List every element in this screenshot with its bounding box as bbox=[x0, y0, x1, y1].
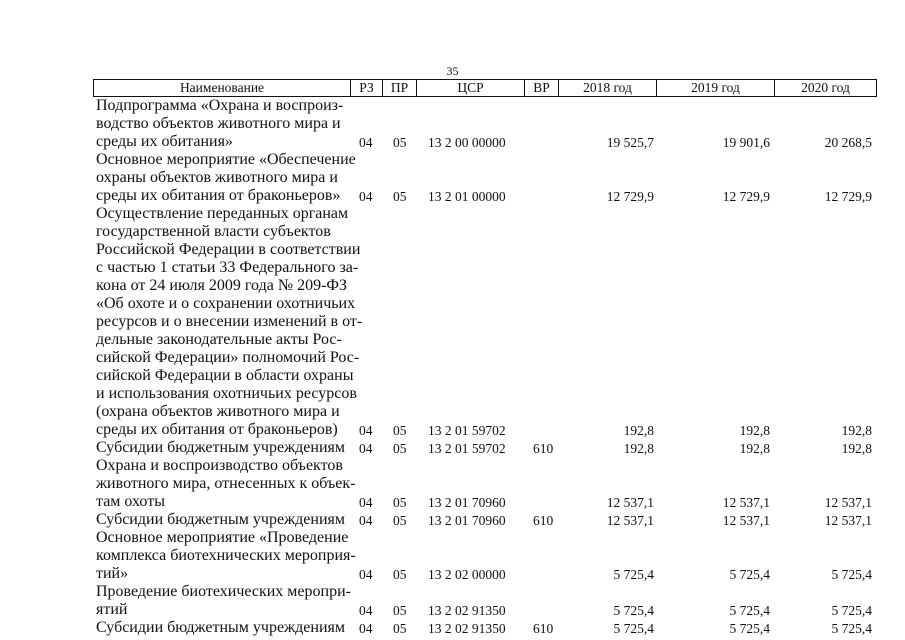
row-name-line: Основное мероприятие «Проведение bbox=[96, 529, 349, 546]
cell-pr: 05 bbox=[393, 134, 407, 150]
cell-y2019: 5 725,4 bbox=[729, 566, 770, 582]
table-row bbox=[0, 97, 905, 151]
cell-rz: 04 bbox=[359, 494, 373, 510]
table-row bbox=[0, 151, 905, 205]
cell-y2020: 12 537,1 bbox=[824, 512, 872, 528]
cell-y2019: 5 725,4 bbox=[729, 602, 770, 618]
cell-y2019: 19 901,6 bbox=[722, 134, 770, 150]
cell-vr: 610 bbox=[533, 620, 554, 636]
row-name bbox=[96, 529, 356, 583]
cell-y2018: 192,8 bbox=[623, 440, 654, 456]
row-name-line: кона от 24 июля 2009 года № 209-ФЗ bbox=[96, 277, 348, 294]
cell-rz: 04 bbox=[359, 134, 373, 150]
cell-y2018: 5 725,4 bbox=[613, 566, 654, 582]
row-name-line: государственной власти субъектов bbox=[96, 223, 331, 240]
row-name-line: Охрана и воспроизводство объектов bbox=[96, 457, 343, 474]
cell-y2019: 192,8 bbox=[739, 440, 770, 456]
cell-csr: 13 2 01 70960 bbox=[428, 494, 506, 510]
row-name-line: среды их обитания от браконьеров» bbox=[96, 187, 341, 204]
row-name bbox=[96, 619, 346, 637]
cell-rz: 04 bbox=[359, 620, 373, 636]
row-name-line: «Об охоте и о сохранении охотничьих bbox=[96, 295, 356, 312]
cell-y2020: 192,8 bbox=[841, 440, 872, 456]
cell-pr: 05 bbox=[393, 188, 407, 204]
cell-rz: 04 bbox=[359, 602, 373, 618]
row-name-line: дельные законодательные акты Рос- bbox=[96, 331, 342, 348]
row-name-line: водство объектов животного мира и bbox=[96, 115, 341, 132]
table-row bbox=[0, 583, 905, 619]
row-name-line: Основное мероприятие «Обеспечение bbox=[96, 151, 356, 168]
cell-y2019: 12 729,9 bbox=[722, 188, 770, 204]
cell-pr: 05 bbox=[393, 566, 407, 582]
table-row bbox=[0, 511, 905, 529]
table-row bbox=[0, 439, 905, 457]
header-rz: РЗ bbox=[350, 80, 382, 96]
cell-csr: 13 2 00 00000 bbox=[428, 134, 506, 150]
row-name-line: там охоты bbox=[96, 493, 165, 510]
cell-y2019: 12 537,1 bbox=[722, 494, 770, 510]
row-name-line: сийской Федерации в области охраны bbox=[96, 367, 354, 384]
table-row bbox=[0, 205, 905, 439]
cell-csr: 13 2 01 59702 bbox=[428, 440, 506, 456]
cell-rz: 04 bbox=[359, 512, 373, 528]
cell-y2019: 12 537,1 bbox=[722, 512, 770, 528]
table-row bbox=[0, 529, 905, 583]
row-name-line: ресурсов и о внесении изменений в от- bbox=[96, 313, 363, 330]
row-name-line: Подпрограмма «Охрана и воспроиз- bbox=[96, 97, 344, 114]
cell-vr: 610 bbox=[533, 440, 554, 456]
cell-csr: 13 2 01 59702 bbox=[428, 422, 506, 438]
header-2020: 2020 год bbox=[774, 80, 876, 96]
row-name-line: охраны объектов животного мира и bbox=[96, 169, 338, 186]
header-2018: 2018 год bbox=[558, 80, 656, 96]
row-name bbox=[96, 511, 346, 529]
header-csr: ЦСР bbox=[416, 80, 524, 96]
row-name-line: (охрана объектов животного мира и bbox=[96, 403, 340, 420]
row-name bbox=[96, 583, 351, 619]
cell-csr: 13 2 02 91350 bbox=[428, 602, 506, 618]
cell-y2018: 12 537,1 bbox=[606, 512, 654, 528]
table-header bbox=[93, 79, 877, 97]
row-name-line: Субсидии бюджетным учреждениям bbox=[96, 619, 345, 636]
cell-y2018: 192,8 bbox=[623, 422, 654, 438]
row-name bbox=[96, 457, 356, 511]
cell-y2018: 19 525,7 bbox=[606, 134, 654, 150]
cell-csr: 13 2 01 00000 bbox=[428, 188, 506, 204]
cell-y2018: 5 725,4 bbox=[613, 620, 654, 636]
cell-pr: 05 bbox=[393, 422, 407, 438]
cell-rz: 04 bbox=[359, 188, 373, 204]
row-name-line: Субсидии бюджетным учреждениям bbox=[96, 439, 345, 456]
row-name-line: Субсидии бюджетным учреждениям bbox=[96, 511, 345, 528]
cell-y2020: 5 725,4 bbox=[831, 602, 872, 618]
cell-pr: 05 bbox=[393, 602, 407, 618]
cell-y2018: 12 537,1 bbox=[606, 494, 654, 510]
cell-csr: 13 2 02 00000 bbox=[428, 566, 506, 582]
cell-y2020: 12 537,1 bbox=[824, 494, 872, 510]
row-name-line: Осуществление переданных органам bbox=[96, 205, 349, 222]
row-name-line: с частью 1 статьи 33 Федерального за- bbox=[96, 259, 359, 276]
cell-y2018: 5 725,4 bbox=[613, 602, 654, 618]
header-pr: ПР bbox=[382, 80, 416, 96]
cell-y2020: 5 725,4 bbox=[831, 620, 872, 636]
row-name bbox=[96, 97, 346, 151]
table-body bbox=[0, 97, 905, 637]
cell-pr: 05 bbox=[393, 494, 407, 510]
row-name bbox=[96, 151, 356, 205]
row-name-line: ятий bbox=[96, 601, 128, 618]
row-name bbox=[96, 439, 346, 457]
cell-y2020: 12 729,9 bbox=[824, 188, 872, 204]
cell-pr: 05 bbox=[393, 512, 407, 528]
cell-vr: 610 bbox=[533, 512, 554, 528]
cell-rz: 04 bbox=[359, 566, 373, 582]
row-name-line: Российской Федерации в соответствии bbox=[96, 241, 361, 258]
row-name-line: Проведение биотехических меропри- bbox=[96, 583, 351, 600]
cell-pr: 05 bbox=[393, 440, 407, 456]
row-name-line: сийской Федерации» полномочий Рос- bbox=[96, 349, 360, 366]
row-name-line: среды их обитания» bbox=[96, 133, 233, 150]
cell-y2019: 192,8 bbox=[739, 422, 770, 438]
cell-rz: 04 bbox=[359, 440, 373, 456]
header-2019: 2019 год bbox=[656, 80, 774, 96]
row-name-line: среды их обитания от браконьеров) bbox=[96, 421, 338, 438]
page-number: 35 bbox=[446, 64, 459, 78]
cell-y2020: 5 725,4 bbox=[831, 566, 872, 582]
cell-csr: 13 2 01 70960 bbox=[428, 512, 506, 528]
table-row bbox=[0, 619, 905, 637]
cell-y2020: 192,8 bbox=[841, 422, 872, 438]
table-row bbox=[0, 457, 905, 511]
row-name-line: тий» bbox=[96, 565, 129, 582]
header-name: Наименование bbox=[179, 80, 265, 95]
header-vr: ВР bbox=[524, 80, 558, 96]
cell-csr: 13 2 02 91350 bbox=[428, 620, 506, 636]
cell-rz: 04 bbox=[359, 422, 373, 438]
row-name-line: и использования охотничьих ресурсов bbox=[96, 385, 357, 402]
row-name-line: животного мира, отнесенных к объек- bbox=[96, 475, 356, 492]
cell-pr: 05 bbox=[393, 620, 407, 636]
row-name-line: комплекса биотехнических мероприя- bbox=[96, 547, 356, 564]
row-name bbox=[96, 205, 363, 439]
cell-y2019: 5 725,4 bbox=[729, 620, 770, 636]
cell-y2020: 20 268,5 bbox=[824, 134, 872, 150]
cell-y2018: 12 729,9 bbox=[606, 188, 654, 204]
